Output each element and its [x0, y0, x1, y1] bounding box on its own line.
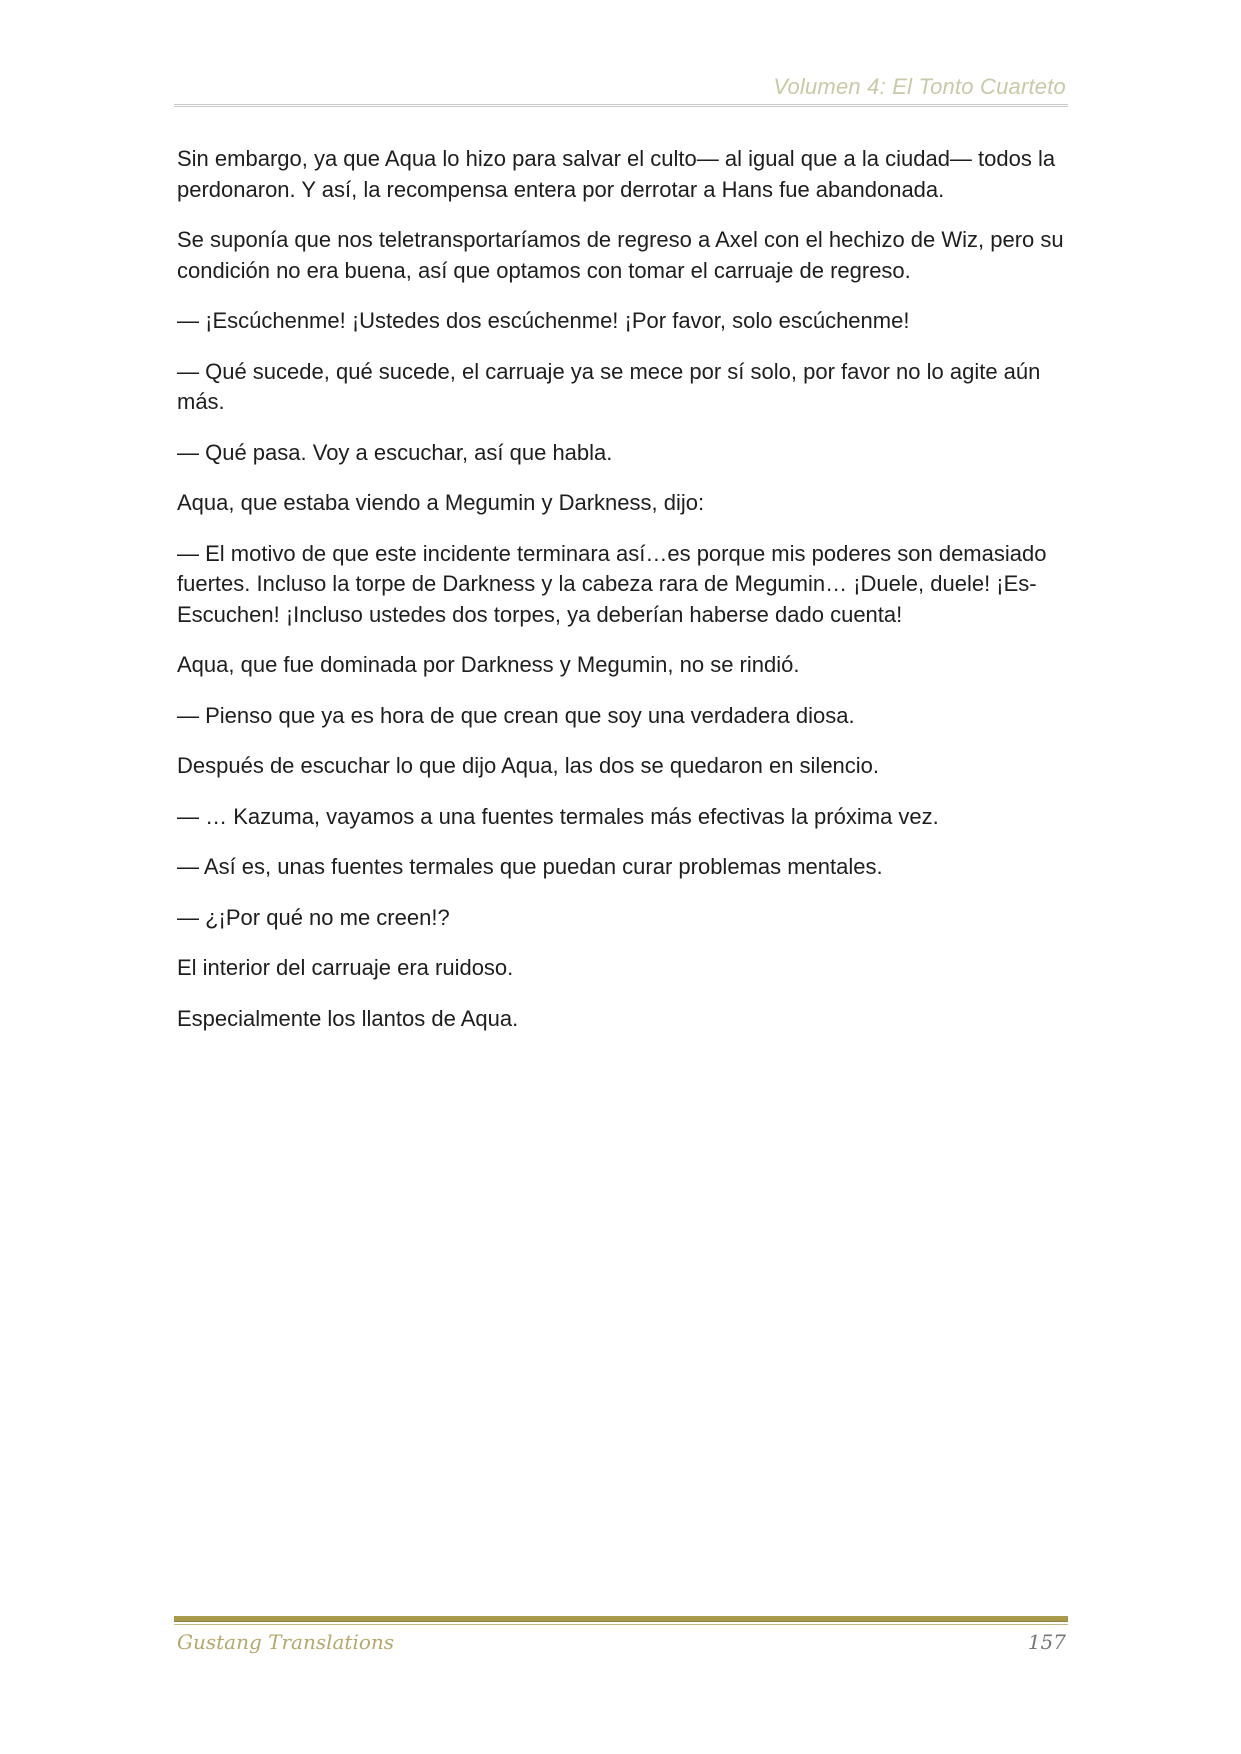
- header-title: Volumen 4: El Tonto Cuarteto: [773, 74, 1066, 99]
- footer-divider: [174, 1616, 1068, 1622]
- paragraph: Aqua, que estaba viendo a Megumin y Darkness, dijo:: [177, 490, 705, 515]
- paragraph: — Pienso que ya es hora de que crean que soy una verdadera diosa.: [177, 702, 855, 728]
- paragraph: — Qué pasa. Voy a escuchar, así que habla.: [177, 439, 613, 465]
- page-number: 157: [1027, 1630, 1066, 1654]
- footer-credit: Gustang Translations: [177, 1630, 395, 1654]
- paragraph: — Qué sucede, qué sucede, el carruaje ya se mece por sí solo, por favor no lo agite aún más.: [177, 358, 1041, 414]
- paragraph: Después de escuchar lo que dijo Aqua, las dos se quedaron en silencio.: [177, 753, 880, 778]
- header-divider: [174, 104, 1068, 107]
- paragraph: Se suponía que nos teletransportaríamos de regreso a Axel con el hechizo de Wiz, pero su condición no era buena, así que optamos con tomar el carruaje de regreso.: [177, 227, 1064, 283]
- paragraph: — El motivo de que este incidente terminara así…es porque mis poderes son demasiado fuertes. Incluso la torpe de Darkness y la cabeza rara de Megumin… ¡Duele, duele! ¡Es-Escuchen! ¡Incluso ustedes dos torpes, ya deberían haberse dado cuenta!: [177, 540, 1047, 627]
- paragraph: — ¿¡Por qué no me creen!?: [177, 904, 450, 930]
- paragraph: — … Kazuma, vayamos a una fuentes termales más efectivas la próxima vez.: [177, 803, 939, 829]
- paragraph: — ¡Escúchenme! ¡Ustedes dos escúchenme! ¡Por favor, solo escúchenme!: [177, 308, 910, 333]
- paragraph: El interior del carruaje era ruidoso.: [177, 955, 514, 980]
- footer-divider-thin: [174, 1624, 1068, 1625]
- paragraph: Aqua, que fue dominada por Darkness y Megumin, no se rindió.: [177, 652, 800, 677]
- paragraph: Sin embargo, ya que Aqua lo hizo para salvar el culto— al igual que a la ciudad— todos la perdonaron. Y así, la recompensa entera por derrotar a Hans fue abandonada.: [177, 146, 1056, 202]
- page-body: [177, 144, 1077, 1054]
- page-footer: [174, 1616, 1068, 1676]
- paragraph: — Así es, unas fuentes termales que puedan curar problemas mentales.: [177, 854, 883, 879]
- paragraph: Especialmente los llantos de Aqua.: [177, 1005, 519, 1031]
- page-header: [174, 70, 1068, 110]
